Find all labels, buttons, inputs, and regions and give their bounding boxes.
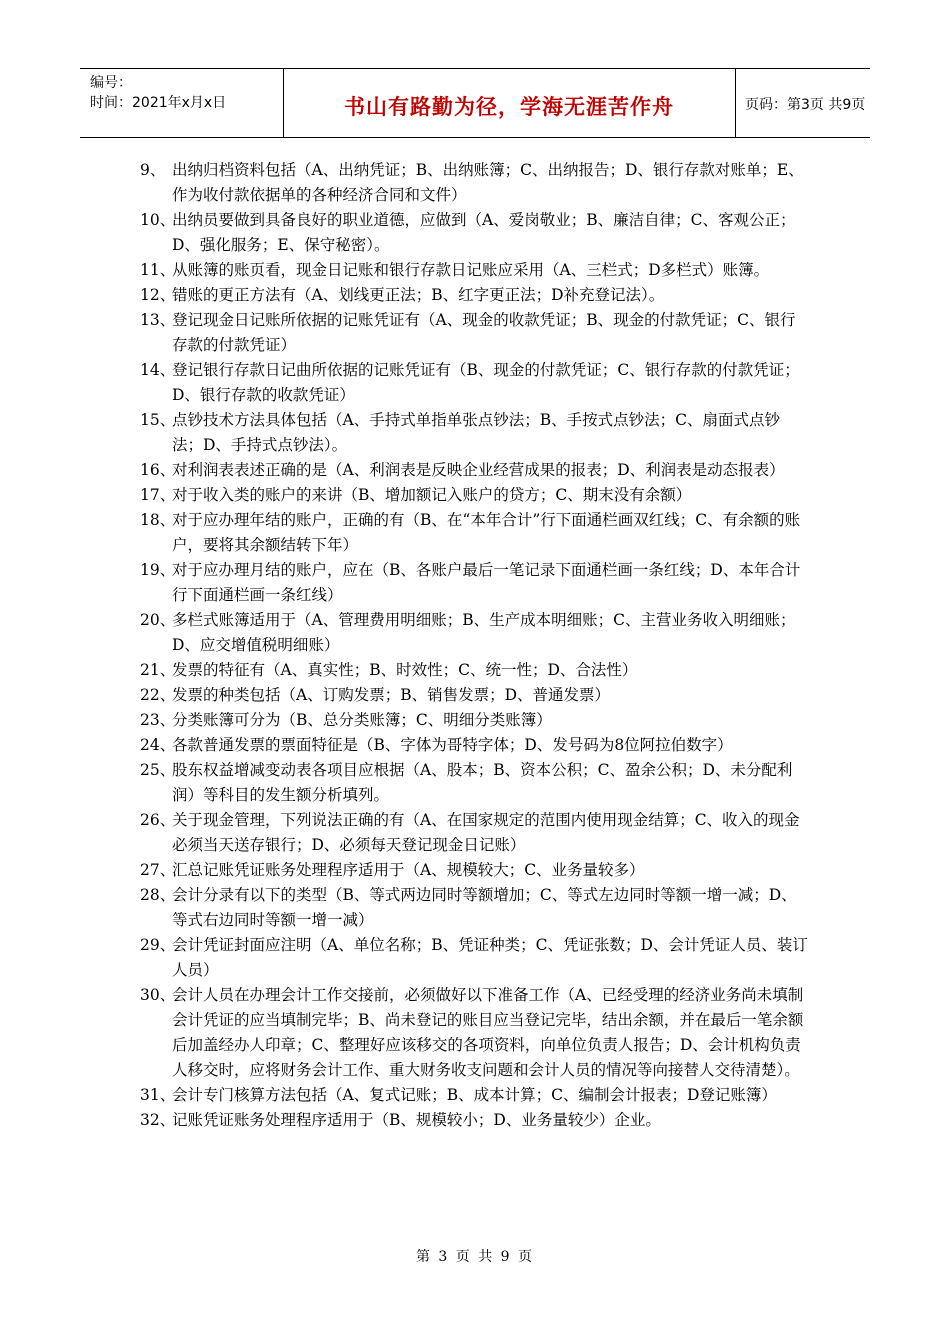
item-text: 对利润表表述正确的是（A、利润表是反映企业经营成果的报表；D、利润表是动态报表）	[172, 461, 785, 479]
list-item	[140, 858, 810, 883]
list-item	[140, 483, 810, 508]
item-text: 点钞技术方法具体包括（A、手持式单指单张点钞法；B、手按式点钞法；C、扇面式点钞法；D、手持式点钞法）。	[172, 411, 780, 454]
item-text: 关于现金管理，下列说法正确的有（A、在国家规定的范围内使用现金结算；C、收入的现金必须当天送存银行；D、必须每天登记现金日记账）	[172, 811, 800, 854]
item-number: 14、	[140, 361, 176, 379]
item-text: 对于应办理月结的账户，应在（B、各账户最后一笔记录下面通栏画一条红线；D、本年合计行下面通栏画一条红线）	[172, 561, 801, 604]
item-text: 会计凭证封面应注明（A、单位名称；B、凭证种类；C、凭证张数；D、会计凭证人员、装订人员）	[172, 936, 808, 979]
item-text: 登记银行存款日记曲所依据的记账凭证有（B、现金的付款凭证；C、银行存款的付款凭证；D、银行存款的收款凭证）	[172, 361, 800, 404]
item-text: 分类账簿可分为（B、总分类账簿；C、明细分类账簿）	[172, 711, 552, 729]
item-text: 出纳归档资料包括（A、出纳凭证；B、出纳账簿；C、出纳报告；D、银行存款对账单；E、作为收付款依据单的各种经济合同和文件）	[172, 161, 804, 204]
list-item	[140, 683, 810, 708]
header-left-cell	[80, 69, 284, 137]
list-item	[140, 158, 810, 208]
list-item	[140, 358, 810, 408]
list-item	[140, 933, 810, 983]
item-text: 登记现金日记账所依据的记账凭证有（A、现金的收款凭证；B、现金的付款凭证；C、银行存款的付款凭证）	[172, 311, 796, 354]
time-label: 时间：2021年x月x日	[90, 95, 227, 111]
item-text: 股东权益增减变动表各项目应根据（A、股本；B、资本公积；C、盈余公积；D、未分配利润）等科目的发生额分析填列。	[172, 761, 793, 804]
item-number: 28、	[140, 886, 176, 904]
item-text: 错账的更正方法有（A、划线更正法；B、红字更正法；D补充登记法）。	[172, 286, 665, 304]
list-item	[140, 258, 810, 283]
item-text: 会计专门核算方法包括（A、复式记账；B、成本计算；C、编制会计报表；D登记账簿）	[172, 1086, 777, 1104]
item-number: 20、	[140, 611, 176, 629]
page-code: 页码：第3页 共9页	[745, 97, 866, 113]
item-number: 11、	[140, 261, 176, 279]
list-item	[140, 408, 810, 458]
list-item	[140, 983, 810, 1083]
list-item	[140, 1108, 810, 1133]
list-item	[140, 508, 810, 558]
item-number: 27、	[140, 861, 176, 879]
item-text: 会计人员在办理会计工作交接前，必须做好以下准备工作（A、已经受理的经济业务尚未填制会计凭证的应当填制完毕；B、尚未登记的账目应当登记完毕，结出余额，并在最后一笔余额后加盖经办人印章；C、整理好应该移交的各项资料，向单位负责人报告；D、会计机构负责人移交时，应将财务会计工作、重大财务收支问题和会计人员的情况等向接替人交待清楚）。	[172, 986, 804, 1079]
list-item	[140, 708, 810, 733]
item-number: 17、	[140, 486, 176, 504]
list-item	[140, 1083, 810, 1108]
list-item	[140, 658, 810, 683]
item-number: 30、	[140, 986, 176, 1004]
item-number: 18、	[140, 511, 176, 529]
header-right-cell	[735, 69, 870, 137]
item-number: 13、	[140, 311, 176, 329]
item-text: 对于收入类的账户的来讲（B、增加额记入账户的贷方；C、期末没有余额）	[172, 486, 692, 504]
item-number: 31、	[140, 1086, 176, 1104]
item-number: 29、	[140, 936, 176, 954]
item-text: 会计分录有以下的类型（B、等式两边同时等额增加；C、等式左边同时等额一增一减；D、等式右边同时等额一增一减）	[172, 886, 797, 929]
question-list	[140, 158, 810, 1133]
list-item	[140, 208, 810, 258]
item-number: 10、	[140, 211, 176, 229]
serial-label: 编号：	[90, 75, 132, 91]
list-item	[140, 758, 810, 808]
item-number: 15、	[140, 411, 176, 429]
document-header	[80, 68, 870, 138]
list-item	[140, 608, 810, 658]
item-number: 32、	[140, 1111, 176, 1129]
item-number: 25、	[140, 761, 176, 779]
list-item	[140, 883, 810, 933]
item-number: 16、	[140, 461, 176, 479]
item-text: 从账簿的账页看，现金日记账和银行存款日记账应采用（A、三栏式；D多栏式）账簿。	[172, 261, 770, 279]
item-number: 21、	[140, 661, 176, 679]
list-item	[140, 733, 810, 758]
item-number: 23、	[140, 711, 176, 729]
list-item	[140, 558, 810, 608]
list-item	[140, 808, 810, 858]
item-text: 记账凭证账务处理程序适用于（B、规模较小；D、业务量较少）企业。	[172, 1111, 661, 1129]
list-item	[140, 458, 810, 483]
item-number: 19、	[140, 561, 176, 579]
item-text: 各款普通发票的票面特征是（B、字体为哥特字体；D、发号码为8位阿拉伯数字）	[172, 736, 733, 754]
item-text: 出纳员要做到具备良好的职业道德，应做到（A、爱岗敬业；B、廉洁自律；C、客观公正；D、强化服务；E、保守秘密）。	[172, 211, 796, 254]
item-number: 26、	[140, 811, 176, 829]
item-text: 发票的特征有（A、真实性；B、时效性；C、统一性；D、合法性）	[172, 661, 638, 679]
item-text: 汇总记账凭证账务处理程序适用于（A、规模较大；C、业务量较多）	[172, 861, 645, 879]
list-item	[140, 283, 810, 308]
item-text: 多栏式账簿适用于（A、管理费用明细账；B、生产成本明细账；C、主营业务收入明细账；D、应交增值税明细账）	[172, 611, 796, 654]
item-number: 12、	[140, 286, 176, 304]
item-number: 22、	[140, 686, 176, 704]
item-text: 对于应办理年结的账户，正确的有（B、在“本年合计”行下面通栏画双红线；C、有余额的账户，要将其余额结转下年）	[172, 511, 801, 554]
item-number: 24、	[140, 736, 176, 754]
header-middle-cell	[283, 69, 736, 137]
item-number: 9、	[140, 161, 166, 179]
item-text: 发票的种类包括（A、订购发票；B、销售发票；D、普通发票）	[172, 686, 611, 704]
motto-text: 书山有路勤为径，学海无涯苦作舟	[344, 95, 674, 119]
list-item	[140, 308, 810, 358]
page-footer: 第 3 页 共 9 页	[415, 1249, 535, 1265]
